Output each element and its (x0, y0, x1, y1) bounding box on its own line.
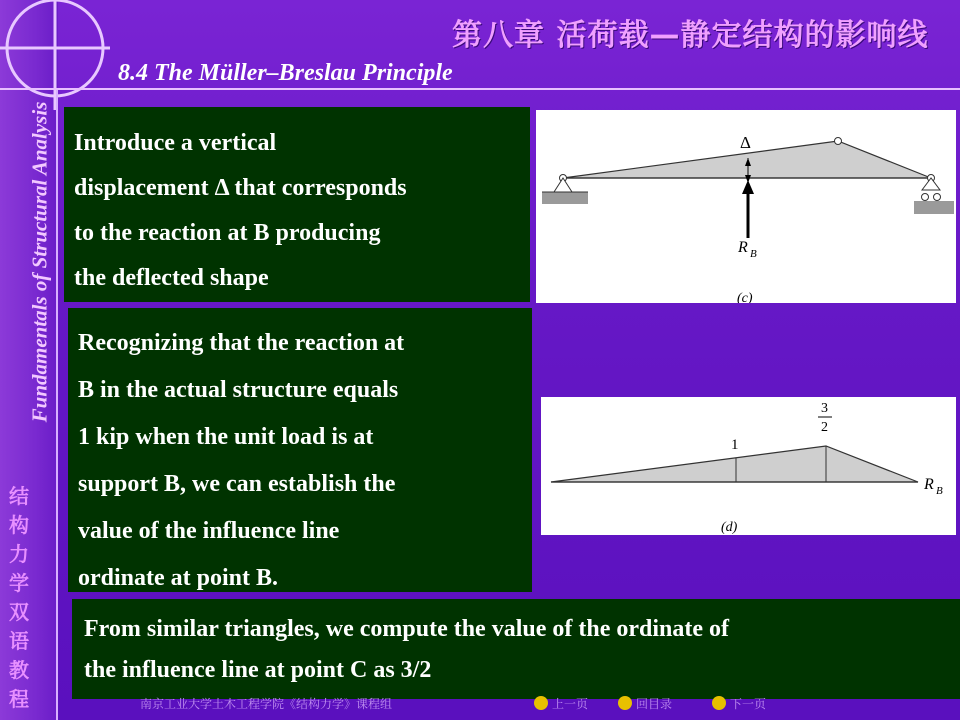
text-box-displacement (64, 107, 530, 302)
text-line: Introduce a vertical (74, 130, 277, 156)
text-line: From similar triangles, we compute the value of the ordinate of (84, 616, 730, 642)
chapter-title: 第八章 活荷载—静定结构的影响线 (452, 18, 929, 53)
next-page-button[interactable] (712, 692, 766, 714)
toc-button[interactable] (618, 692, 672, 714)
figure-d-diagram (541, 397, 956, 535)
book-title-char: 教 (9, 658, 29, 682)
figure-caption-d: (d) (721, 520, 738, 535)
ordinate-label-1: 1 (731, 437, 739, 453)
sidebar-book-title-cn (8, 482, 30, 714)
hinge-icon (835, 138, 842, 145)
text-line: Recognizing that the reaction at (78, 330, 405, 356)
book-title-char: 构 (9, 513, 29, 537)
ground-icon (542, 192, 588, 204)
text-line: the deflected shape (74, 265, 269, 291)
ordinate-denominator: 2 (821, 420, 828, 435)
section-title: 8.4 The Müller–Breslau Principle (118, 60, 453, 86)
footer-org-text: 南京工业大学土木工程学院《结构力学》课程组 (140, 697, 393, 711)
text-line: ordinate at point B. (78, 565, 279, 591)
book-title-char: 语 (9, 629, 29, 653)
reaction-subscript: B (936, 485, 943, 497)
sidebar-divider (56, 90, 58, 720)
figure-caption-c: (c) (737, 291, 753, 303)
text-box-reaction (68, 308, 532, 592)
roller-support-icon (922, 178, 940, 190)
prev-arrow-icon (534, 696, 548, 710)
text-line: value of the influence line (78, 518, 340, 544)
toc-label: 回目录 (636, 696, 673, 711)
ordinate-numerator: 3 (821, 401, 828, 416)
book-title-char: 双 (9, 600, 29, 624)
text-line: displacement Δ that corresponds (74, 175, 407, 201)
reaction-subscript: B (750, 248, 757, 260)
text-line: 1 kip when the unit load is at (78, 424, 374, 450)
figure-d-influence-line (541, 397, 956, 535)
text-box-similar-triangles (72, 599, 960, 699)
book-title-char: 程 (9, 687, 29, 711)
ground-icon (914, 202, 954, 214)
text-line: support B, we can establish the (78, 471, 396, 497)
book-title-char: 学 (9, 571, 29, 595)
prev-page-button[interactable] (534, 692, 588, 714)
next-page-label: 下一页 (730, 696, 767, 711)
footer (0, 690, 960, 720)
prev-page-label: 上一页 (552, 696, 589, 711)
delta-label: Δ (740, 133, 751, 152)
book-title-char: 结 (9, 484, 29, 508)
text-line: the influence line at point C as 3/2 (84, 657, 432, 683)
text-line: to the reaction at B producing (74, 220, 381, 246)
text-line: B in the actual structure equals (78, 377, 399, 403)
header-divider (0, 88, 960, 90)
next-arrow-icon (712, 696, 726, 710)
reaction-label: R (738, 239, 748, 256)
figure-c-diagram (536, 110, 956, 303)
book-title-char: 力 (9, 542, 29, 566)
logo-circle-icon (0, 0, 110, 110)
pin-support-icon (554, 178, 572, 192)
reaction-label: R (924, 476, 934, 493)
figure-c-deflected-shape (536, 110, 956, 303)
sidebar-book-title-en: Fundamentals of Structural Analysis (27, 101, 52, 423)
toc-icon (618, 696, 632, 710)
